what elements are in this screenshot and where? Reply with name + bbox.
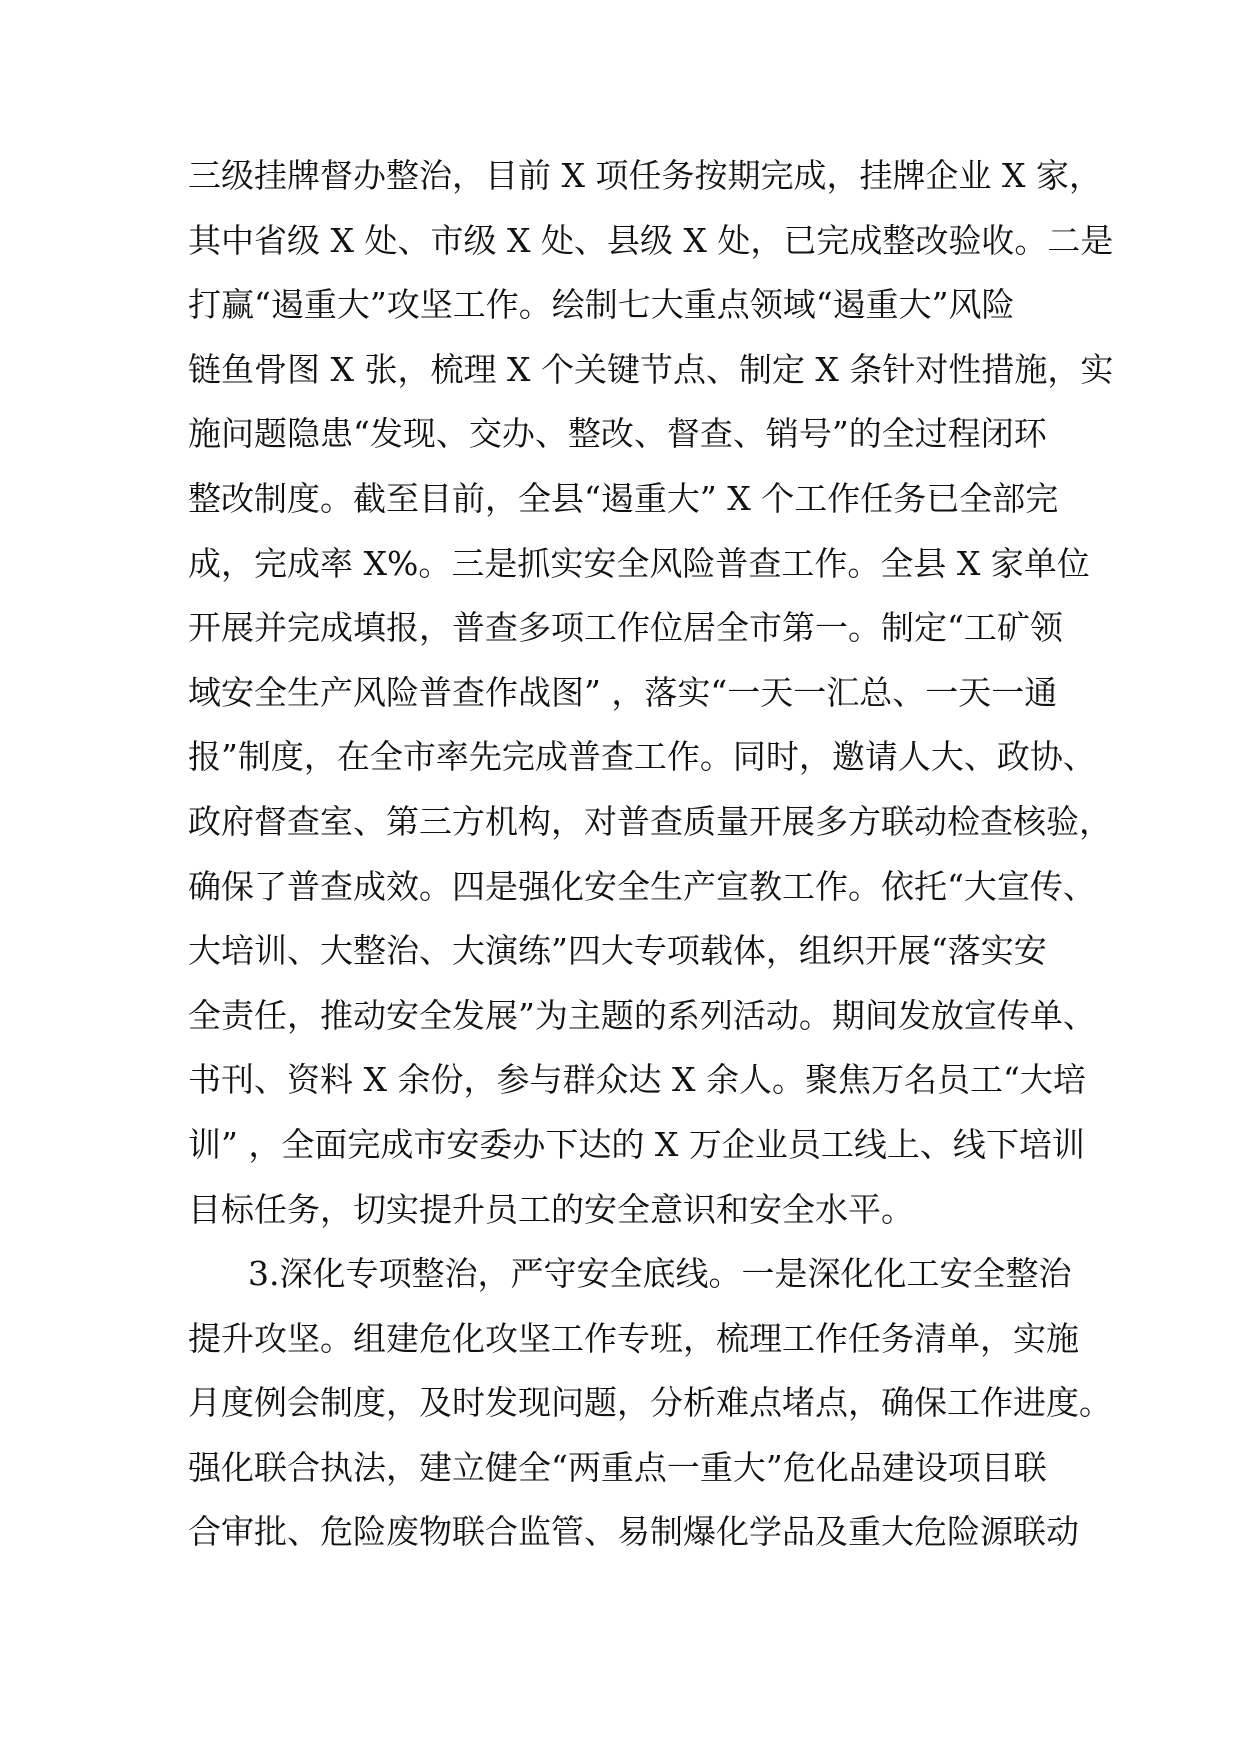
text-line: 确保了普查成效。四是强化安全生产宣教工作。依托“大宣传、 (188, 866, 1096, 906)
text-line: 合审批、危险废物联合监管、易制爆化学品及重大危险源联动 (188, 1512, 1079, 1552)
text-line: 大培训、大整治、大演练”四大专项载体，组织开展“落实安 (188, 931, 1047, 971)
text-line: 报”制度，在全市率先完成普查工作。同时，邀请人大、政协、 (188, 737, 1096, 777)
text-line: 月度例会制度，及时发现问题，分析难点堵点，确保工作进度。 (188, 1383, 1112, 1423)
text-line: 其中省级 X 处、市级 X 处、县级 X 处，已完成整改验收。二是 (188, 220, 1114, 260)
text-line: 整改制度。截至目前，全县“遏重大” X 个工作任务已全部完 (188, 478, 1059, 518)
text-line: 政府督查室、第三方机构，对普查质量开展多方联动检查核验， (188, 801, 1112, 841)
text-line: 全责任，推动安全发展”为主题的系列活动。期间发放宣传单、 (188, 995, 1096, 1035)
text-line: 三级挂牌督办整治，目前 X 项任务按期完成，挂牌企业 X 家， (188, 156, 1102, 195)
text-line: 训” ，全面完成市安委办下达的 X 万企业员工线上、线下培训 (188, 1124, 1085, 1164)
text-line: 强化联合执法，建立健全“两重点一重大”危化品建设项目联 (188, 1447, 1047, 1487)
text-line: 提升攻坚。组建危化攻坚工作专班，梳理工作任务清单，实施 (188, 1318, 1079, 1358)
text-line: 施问题隐患“发现、交办、整改、督查、销号”的全过程闭环 (188, 414, 1047, 454)
text-line: 书刊、资料 X 余份，参与群众达 X 余人。聚焦万名员工“大培 (188, 1060, 1086, 1100)
body-paragraph-2 (188, 1242, 1112, 1565)
text-line: 链鱼骨图 X 张，梳理 X 个关键节点、制定 X 条针对性措施，实 (188, 349, 1114, 389)
text-line: 打赢“遏重大”攻坚工作。绘制七大重点领域“遏重大”风险 (188, 285, 1015, 325)
text-line: 3.深化专项整治，严守安全底线。一是深化化工安全整治 (248, 1254, 1072, 1293)
text-line: 域安全生产风险普查作战图” ，落实“一天一汇总、一天一通 (188, 672, 1058, 712)
body-paragraph-1 (188, 144, 1114, 1242)
text-line: 开展并完成填报，普查多项工作位居全市第一。制定“工矿领 (188, 608, 1063, 648)
text-line: 目标任务，切实提升员工的安全意识和安全水平。 (188, 1189, 914, 1229)
text-line: 成，完成率 X%。三是抓实安全风险普查工作。全县 X 家单位 (188, 543, 1090, 583)
